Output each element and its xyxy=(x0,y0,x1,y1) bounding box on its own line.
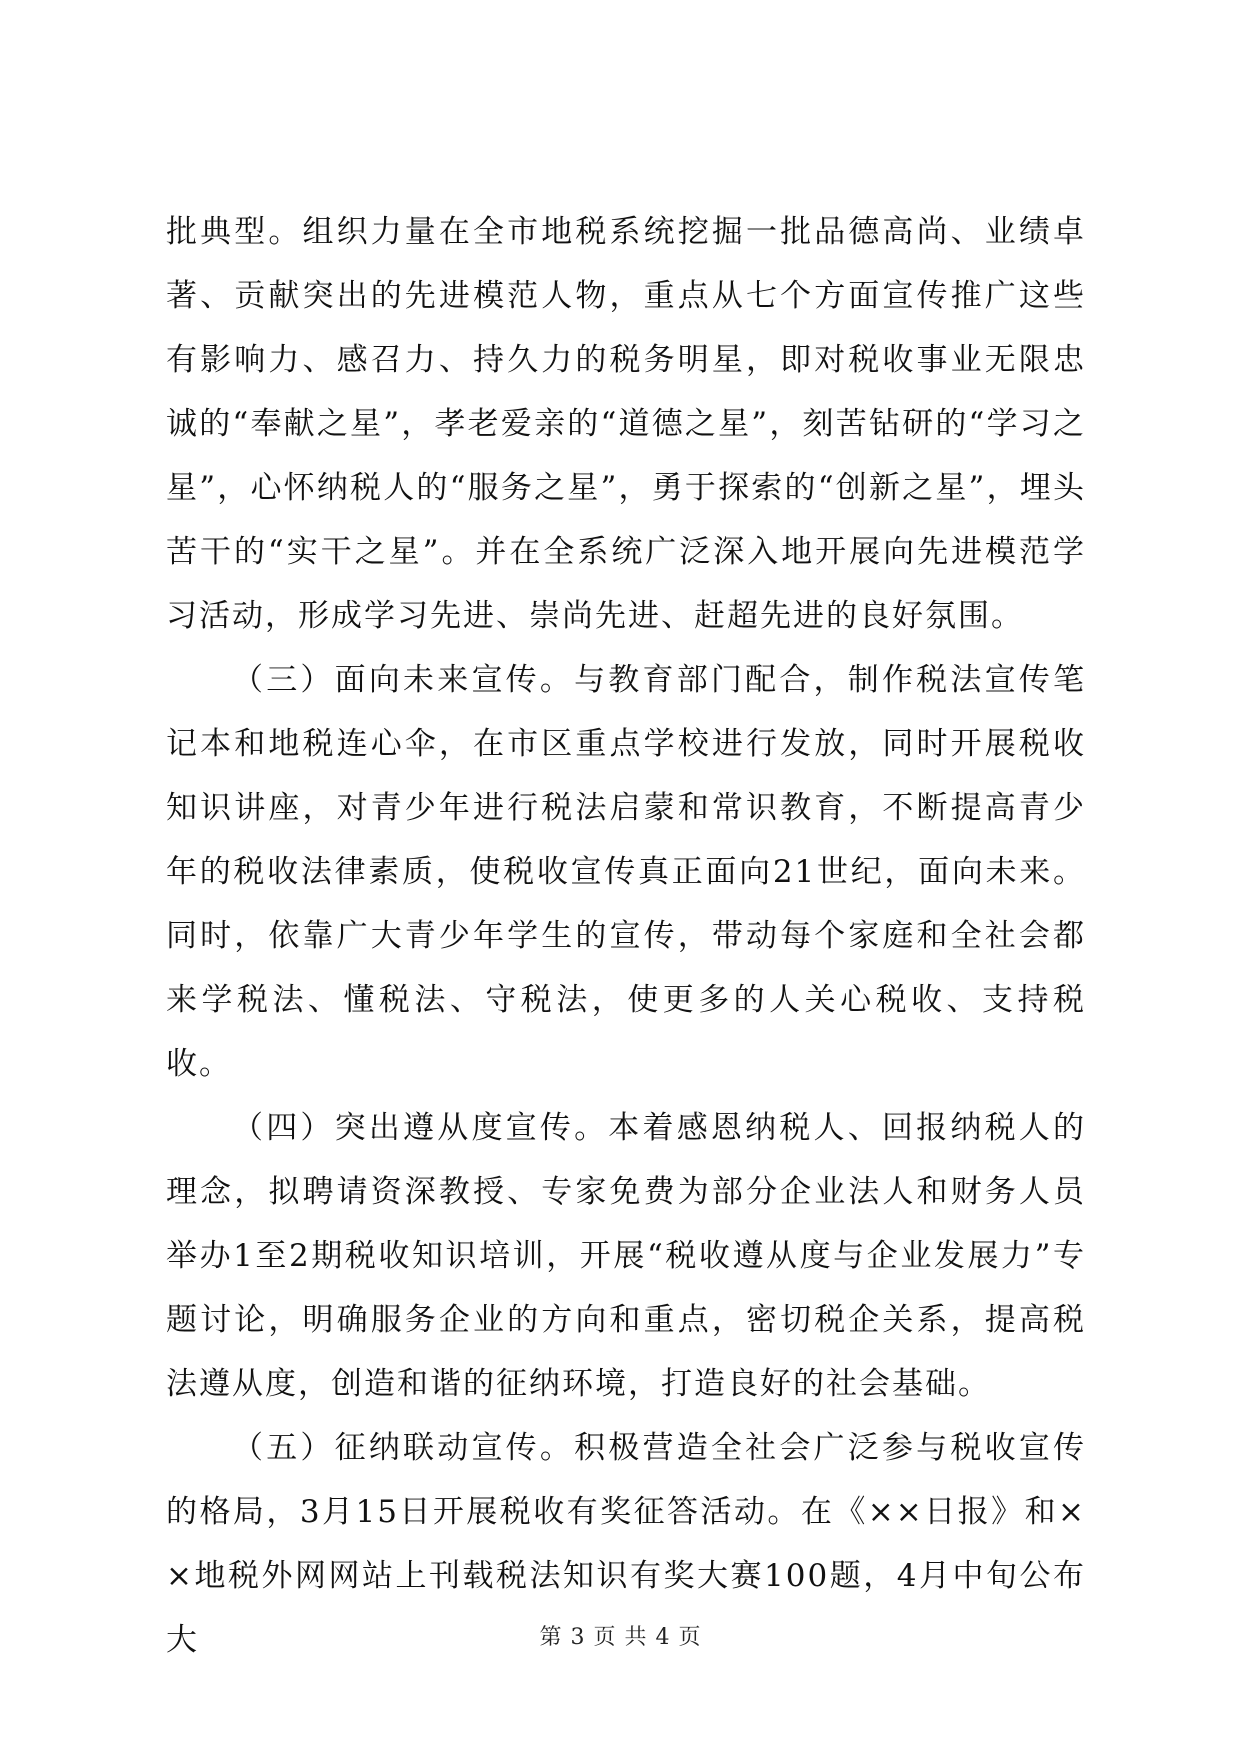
paragraph-future-publicity: （三）面向未来宣传。与教育部门配合，制作税法宣传笔记本和地税连心伞，在市区重点学校进行发放，同时开展税收知识讲座，对青少年进行税法启蒙和常识教育，不断提高青少年的税收法律素质，使税收宣传真正面向21世纪，面向未来。同时，依靠广大青少年学生的宣传，带动每个家庭和全社会都来学税法、懂税法、守税法，使更多的人关心税收、支持税收。 xyxy=(166,662,1086,1082)
paragraph-compliance-publicity: （四）突出遵从度宣传。本着感恩纳税人、回报纳税人的理念，拟聘请资深教授、专家免费为部分企业法人和财务人员举办1至2期税收知识培训，开展“税收遵从度与企业发展力”专题讨论，明确服务企业的方向和重点，密切税企关系，提高税法遵从度，创造和谐的征纳环境，打造良好的社会基础。 xyxy=(166,1110,1086,1402)
page-number-footer: 第 3 页 共 4 页 xyxy=(539,1625,702,1650)
paragraph-joint-publicity: （五）征纳联动宣传。积极营造全社会广泛参与税收宣传的格局，3月15日开展税收有奖征答活动。在《××日报》和××地税外网网站上刊载税法知识有奖大赛100题，4月中旬公布大 xyxy=(166,1430,1086,1658)
paragraph-typical-figures: 批典型。组织力量在全市地税系统挖掘一批品德高尚、业绩卓著、贡献突出的先进模范人物，重点从七个方面宣传推广这些有影响力、感召力、持久力的税务明星，即对税收事业无限忠诚的“奉献之星”，孝老爱亲的“道德之星”，刻苦钻研的“学习之星”，心怀纳税人的“服务之星”，勇于探索的“创新之星”，埋头苦干的“实干之星”。并在全系统广泛深入地开展向先进模范学习活动，形成学习先进、崇尚先进、赶超先进的良好氛围。 xyxy=(166,214,1086,634)
document-body xyxy=(166,200,1086,1672)
